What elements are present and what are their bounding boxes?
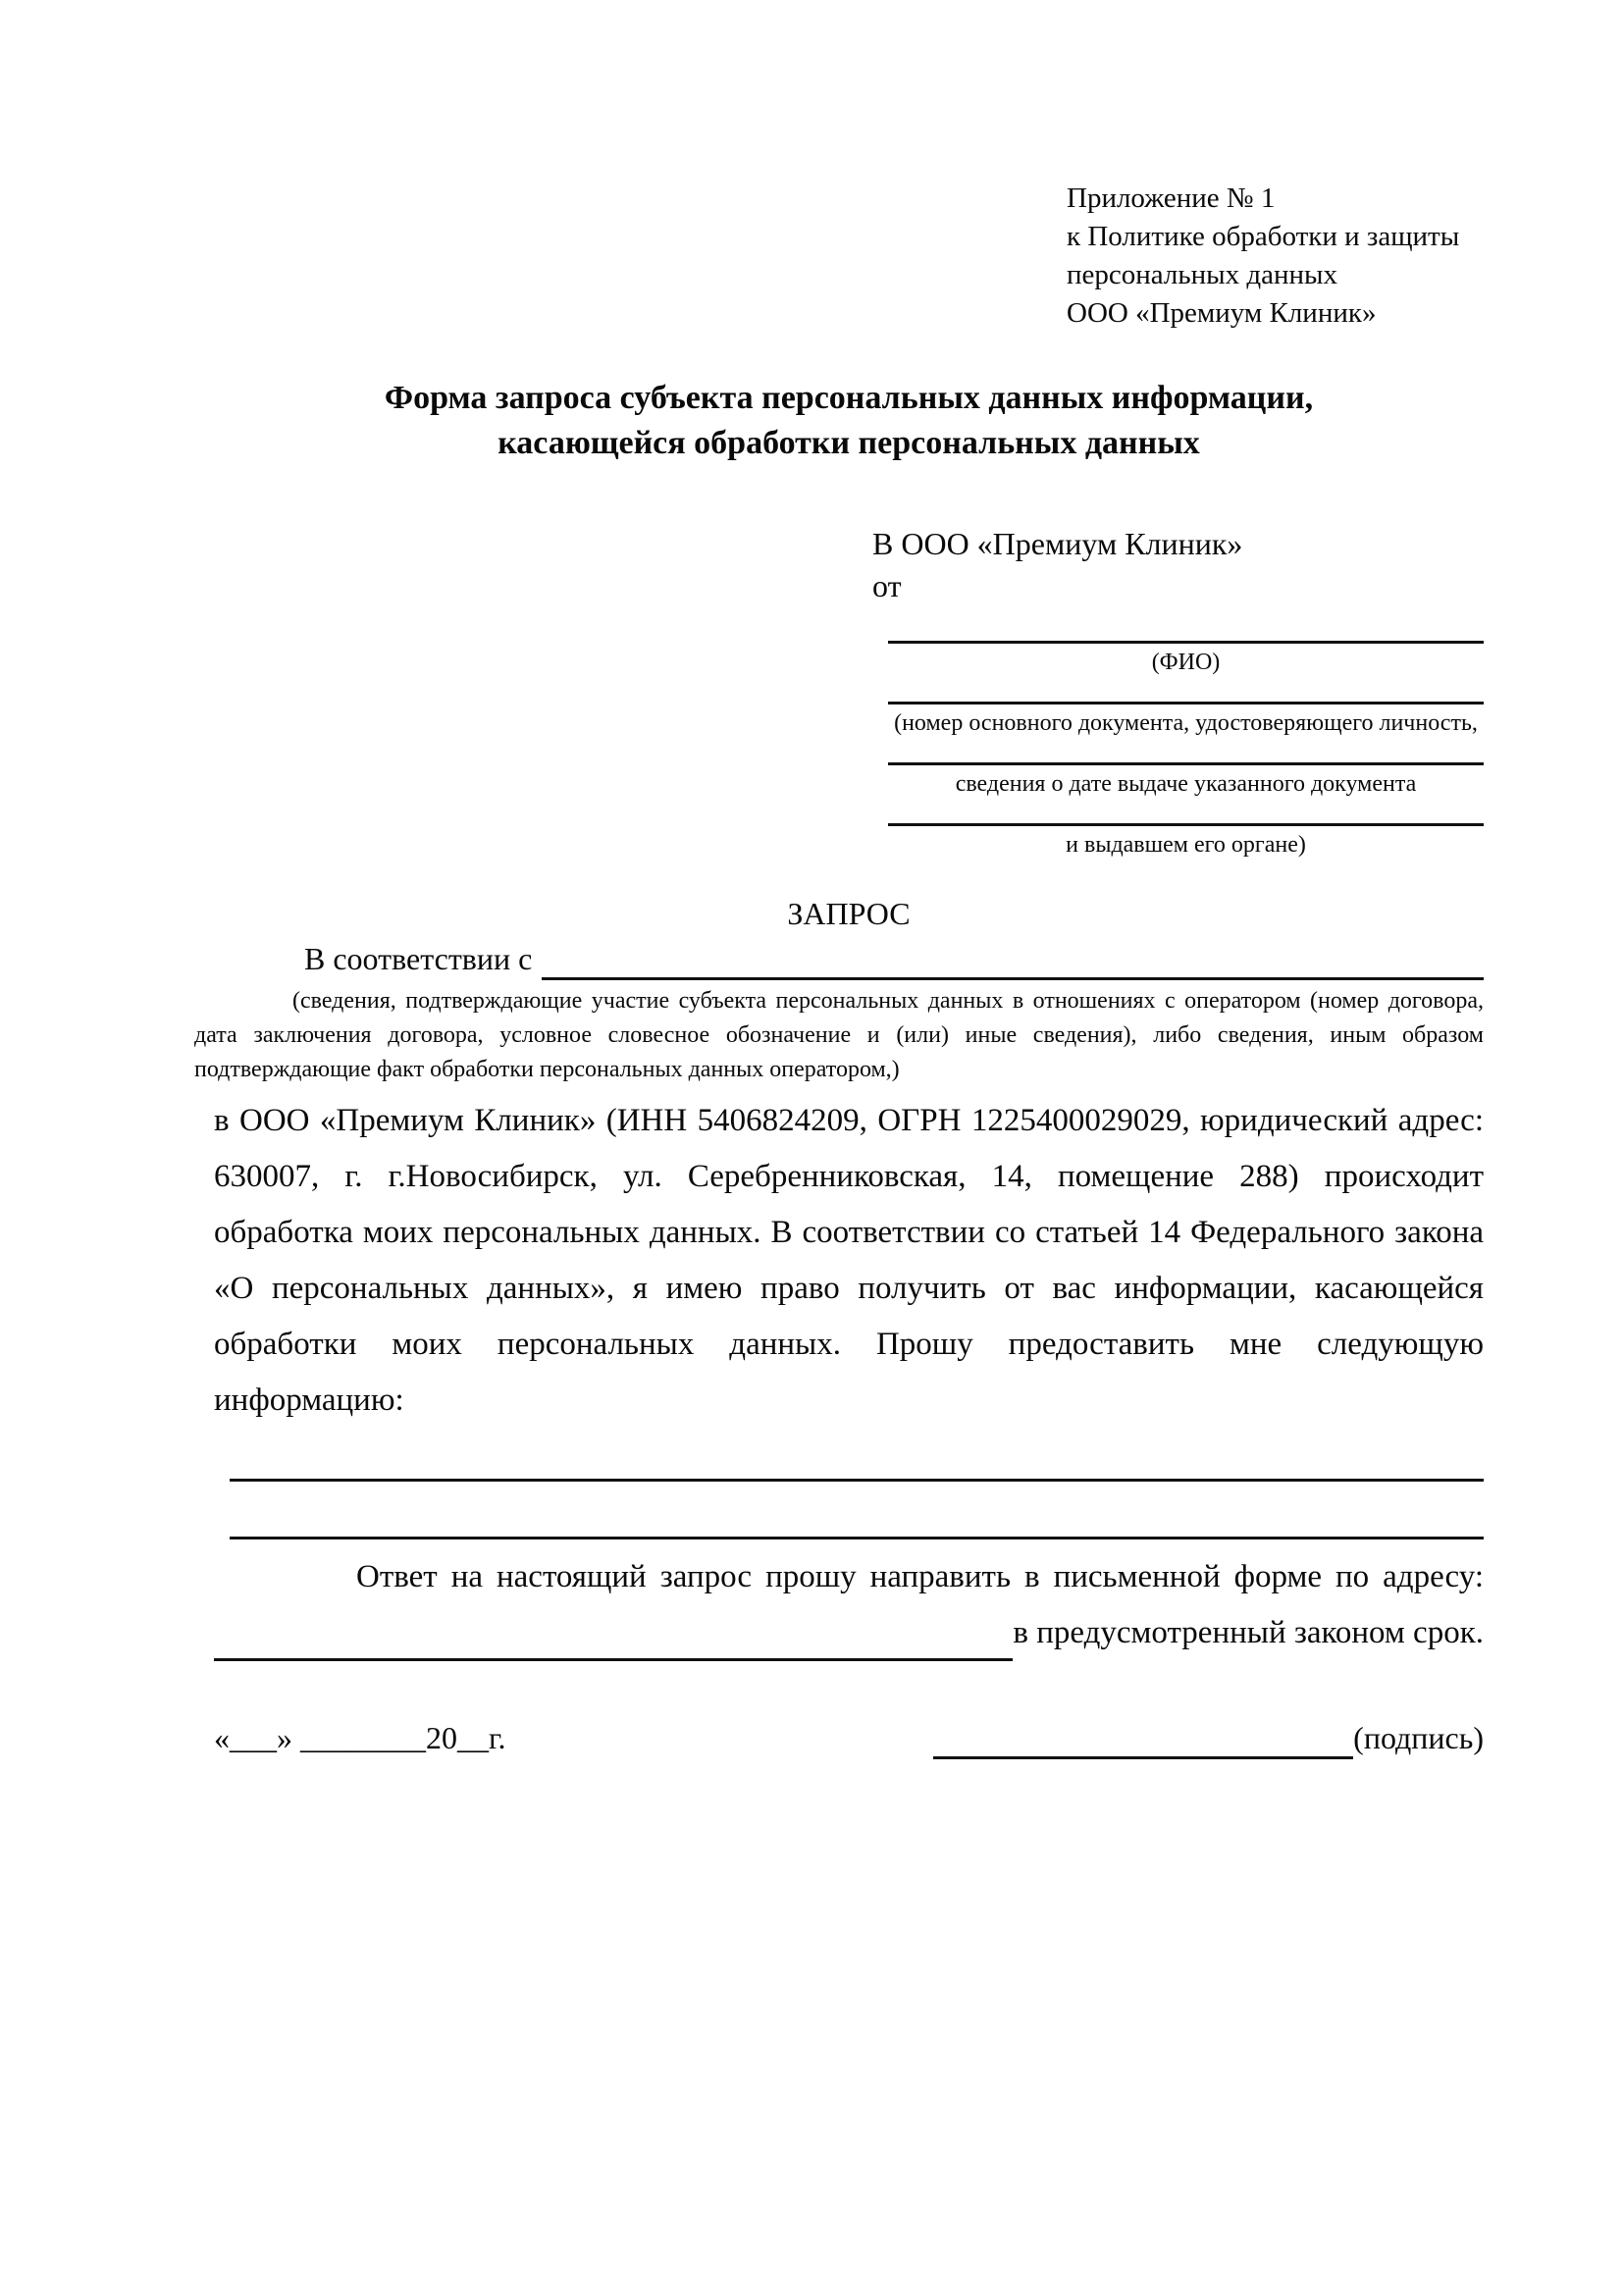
date-field[interactable]: «___» ________20__г. — [214, 1720, 506, 1755]
fio-field-label: (ФИО) — [1151, 650, 1221, 675]
addressee-to: В ООО «Премиум Клиник» — [872, 526, 1243, 561]
document-title-line: Форма запроса субъекта персональных данных информации, — [384, 380, 1314, 416]
date-signature-row — [214, 1716, 1484, 1759]
fio-field — [888, 641, 1484, 676]
reply-paragraph: Ответ на настоящий запрос прошу направить в письменной форме по адресу: — [356, 1559, 1484, 1594]
reply-address-line — [214, 1605, 1484, 1661]
basis-line — [214, 937, 1484, 980]
header-note-line: к Политике обработки и защиты — [1067, 221, 1460, 252]
header-note-line: Приложение № 1 — [1067, 183, 1276, 214]
basis-footnote: (сведения, подтверждающие участие субъекта персональных данных в отношениях с оператором (номер договора, дата заключения договора, условное словесное обозначение и (или) иные сведения), либо сведения, иным образом подтверждающие факт обработки персональных данных оператором,) — [194, 988, 1484, 1082]
signature-fill-line[interactable] — [933, 1717, 1353, 1759]
basis-fill-line[interactable] — [542, 940, 1484, 980]
doc-date-field-label: сведения о дате выдаче указанного документа — [955, 771, 1417, 797]
doc-number-fill-line[interactable] — [888, 702, 1484, 704]
document-title-line: касающейся обработки персональных данных — [497, 425, 1200, 461]
header-note-line: ООО «Премиум Клиник» — [1067, 297, 1377, 329]
doc-issuer-field — [888, 823, 1484, 859]
addressee-from: от — [872, 568, 902, 603]
doc-issuer-fill-line[interactable] — [888, 823, 1484, 826]
header-note — [1067, 180, 1484, 333]
doc-number-field-label: (номер основного документа, удостоверяющего личность, — [894, 710, 1478, 736]
doc-date-fill-line[interactable] — [888, 762, 1484, 765]
address-fill-line[interactable] — [214, 1615, 1013, 1661]
reply-suffix: в предусмотренный законом срок. — [1013, 1615, 1484, 1650]
info-fill-line-2[interactable] — [230, 1537, 1484, 1539]
document-title — [214, 376, 1484, 466]
basis-prefix: В соответствии с — [304, 941, 533, 976]
signature-group — [933, 1716, 1484, 1759]
doc-issuer-field-label: и выдавшем его органе) — [1066, 832, 1306, 858]
request-heading: ЗАПРОС — [787, 896, 911, 931]
signature-label: (подпись) — [1353, 1720, 1484, 1755]
body-paragraph: в ООО «Премиум Клиник» (ИНН 5406824209, ОГРН 1225400029029, юридический адрес: 630007, г. г.Новосибирск, ул. Серебренниковская, 14, помещение 288) происходит обработка моих персональных данных. В соответствии со статьей 14 Федерального закона «О персональных данных», я имею право получить от вас информации, касающейся обработки моих персональных данных. Прошу предоставить мне следующую информацию: — [214, 1103, 1484, 1418]
header-note-line: персональных данных — [1067, 259, 1338, 290]
doc-date-field — [888, 762, 1484, 798]
doc-number-field — [888, 702, 1484, 737]
fio-fill-line[interactable] — [888, 641, 1484, 644]
info-fill-line-1[interactable] — [230, 1479, 1484, 1482]
addressee-block — [872, 523, 1484, 859]
